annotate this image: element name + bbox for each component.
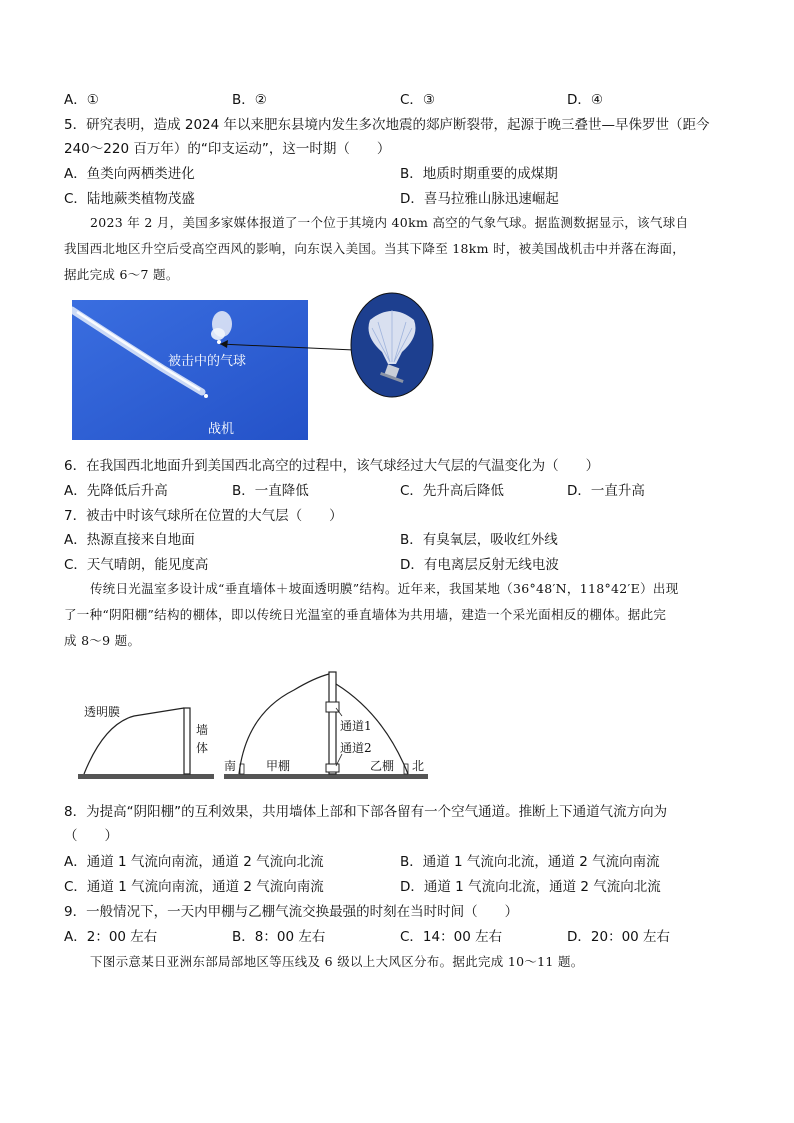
q8-stem-line2: （ ） [64, 828, 118, 844]
film-label: 透明膜 [84, 705, 121, 719]
wall-label-1: 墙 [196, 723, 209, 737]
q6-option-b: B．一直降低 [232, 483, 309, 499]
q9-stem: 9．一般情况下，一天内甲棚与乙棚气流交换最强的时刻在当时时间（ ） [64, 904, 519, 920]
wall-label-2: 体 [196, 741, 209, 755]
north-label: 北 [412, 759, 425, 773]
passage2-line3: 成 8～9 题。 [64, 633, 141, 648]
channel1-box [326, 702, 339, 712]
q6-option-d: D．一直升高 [567, 483, 645, 499]
q5-option-d: D．喜马拉雅山脉迅速崛起 [400, 191, 559, 207]
passage1-line2: 我国西北地区升空后受高空西风的影响，向东误入美国。当其下降至 18km 时，被美国战机击中并落在海面， [64, 241, 686, 256]
balloon-photo [72, 300, 308, 440]
left-ground [78, 774, 214, 779]
south-label: 南 [224, 759, 237, 773]
channel1-label: 通道1 [340, 719, 372, 733]
passage1-line3: 据此完成 6～7 题。 [64, 267, 179, 282]
q5-option-b: B．地质时期重要的成煤期 [400, 166, 558, 182]
q5-option-a: A．鱼类向两栖类进化 [64, 166, 195, 182]
q8-option-b: B．通道 1 气流向北流，通道 2 气流向南流 [400, 854, 660, 870]
shared-wall [329, 672, 336, 774]
left-wall [184, 708, 190, 774]
passage2-line1: 传统日光温室多设计成“垂直墙体＋坡面透明膜”结构。近年来，我国某地（36°48′N，118°42′E）出现 [90, 581, 679, 596]
q5-option-c: C．陆地蕨类植物茂盛 [64, 191, 195, 207]
channel2-box [326, 764, 339, 772]
q9-option-a: A．2：00 左右 [64, 929, 158, 945]
q6-option-c: C．先升高后降低 [400, 483, 504, 499]
jia-label: 甲棚 [266, 759, 291, 773]
q7-stem: 7．被击中时该气球所在位置的大气层（ ） [64, 508, 343, 524]
passage2-line2: 了一种“阴阳棚”结构的棚体，即以传统日光温室的垂直墙体为共用墙，建造一个采光面相反的棚体。据此完 [64, 607, 667, 622]
yi-label: 乙棚 [370, 759, 395, 773]
q9-option-d: D．20：00 左右 [567, 929, 671, 945]
pointer-arrow [210, 330, 360, 370]
q7-option-b: B．有臭氧层，吸收红外线 [400, 532, 558, 548]
q8-option-d: D．通道 1 气流向北流，通道 2 气流向北流 [400, 879, 661, 895]
q6-stem: 6．在我国西北地面升到美国西北高空的过程中，该气球经过大气层的气温变化为（ ） [64, 458, 600, 474]
right-ground [224, 774, 428, 779]
channel2-label: 通道2 [340, 741, 372, 755]
q8-stem-line1: 8．为提高“阴阳棚”的互利效果，共用墙体上部和下部各留有一个空气通道。推断上下通道气流方向为 [64, 804, 668, 820]
q4-option-d: D．④ [567, 92, 603, 108]
passage1-line1: 2023 年 2 月，美国多家媒体报道了一个位于其境内 40km 高空的气象气球。据监测数据显示，该气球自 [90, 215, 689, 230]
q4-option-c: C．③ [400, 92, 436, 108]
q5-stem-line2: 240～220 百万年）的“印支运动”，这一时期（ ） [64, 141, 391, 157]
balloon-closeup-icon [350, 292, 434, 398]
q4-option-b: B．② [232, 92, 267, 108]
balloon-label: 被击中的气球 [168, 354, 247, 369]
jet-label: 战机 [208, 422, 235, 437]
q7-option-c: C．天气晴朗，能见度高 [64, 557, 209, 573]
balloon-photo-illustration [72, 300, 308, 440]
q7-option-d: D．有电离层反射无线电波 [400, 557, 559, 573]
q9-option-c: C．14：00 左右 [400, 929, 503, 945]
q6-option-a: A．先降低后升高 [64, 483, 168, 499]
q8-option-c: C．通道 1 气流向南流，通道 2 气流向南流 [64, 879, 324, 895]
passage3-line1: 下图示意某日亚洲东部局部地区等压线及 6 级以上大风区分布。据此完成 10～11 题。 [90, 954, 584, 969]
greenhouse-diagram [74, 664, 434, 784]
q8-option-a: A．通道 1 气流向南流，通道 2 气流向北流 [64, 854, 324, 870]
q5-stem-line1: 5．研究表明，造成 2024 年以来肥东县境内发生多次地震的郯庐断裂带，起源于晚三叠世—早侏罗世（距今 [64, 117, 710, 133]
q9-option-b: B．8：00 左右 [232, 929, 326, 945]
q4-option-a: A．① [64, 92, 99, 108]
q7-option-a: A．热源直接来自地面 [64, 532, 195, 548]
